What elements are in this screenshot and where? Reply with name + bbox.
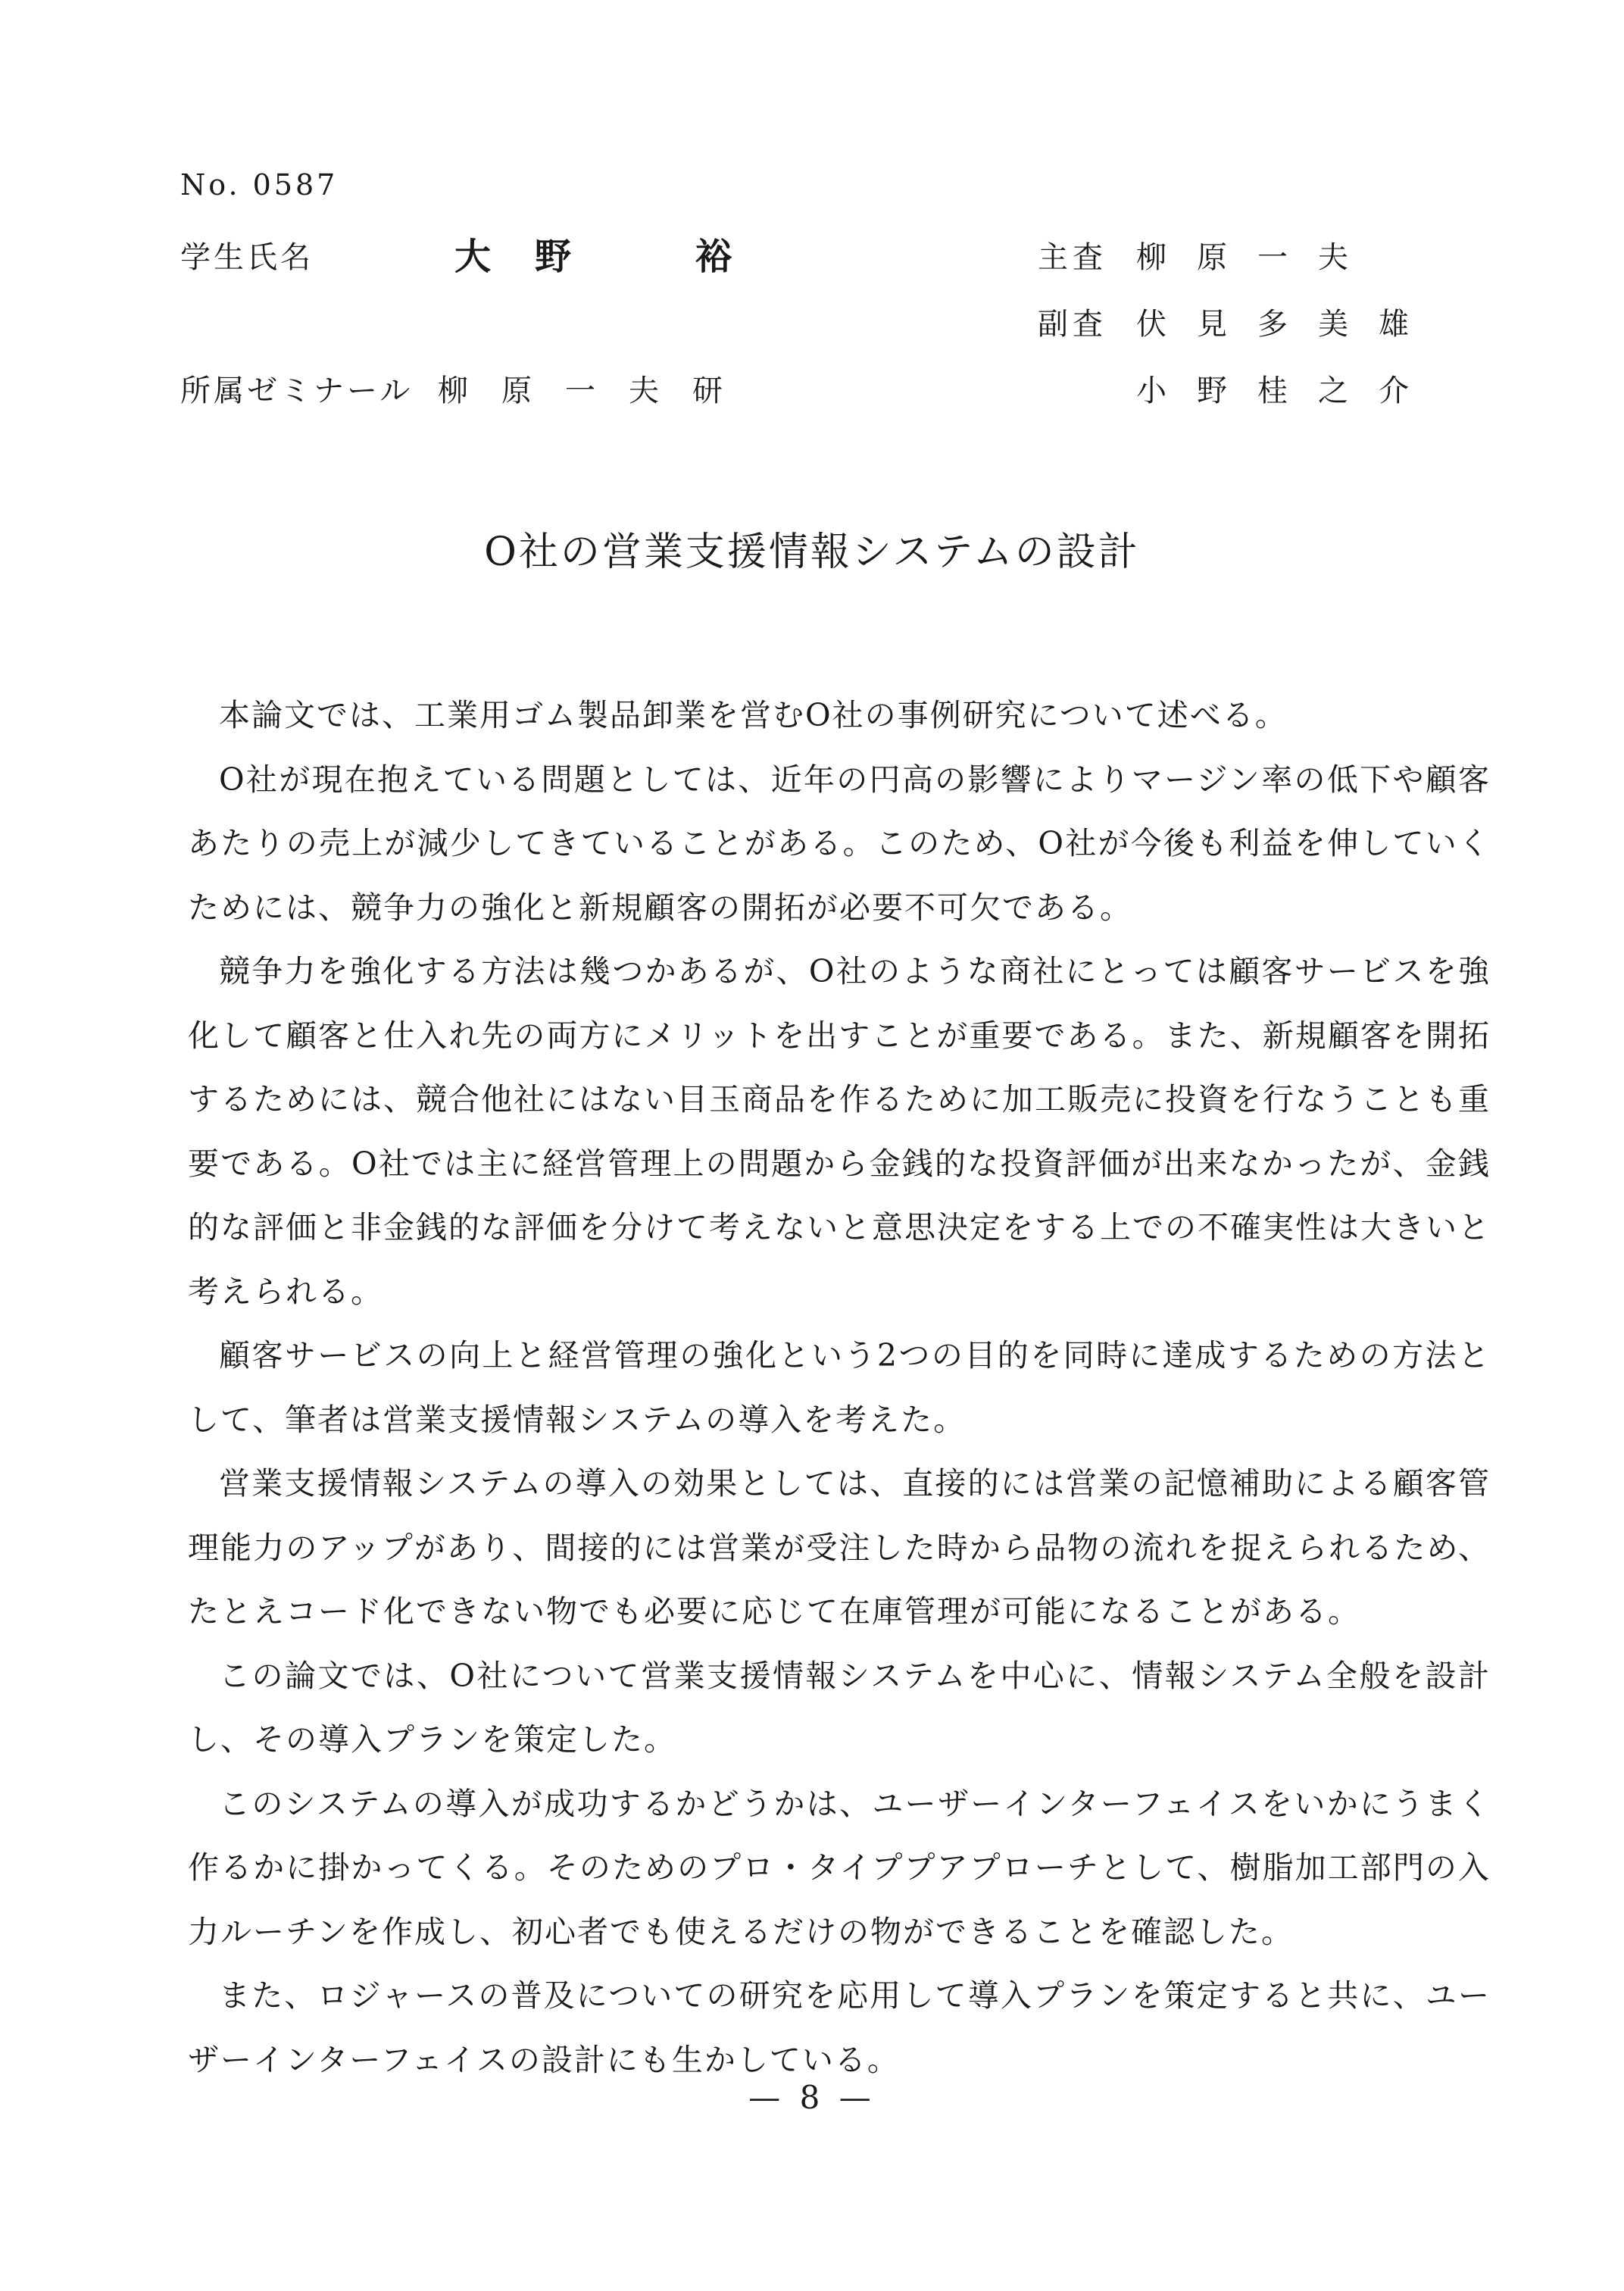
abstract-paragraph: このシステムの導入が成功するかどうかは、ユーザーインターフェイスをいかにうまく作るかに掛かってくる。そのためのプロ・タイププアプローチとして、樹脂加工部門の入力ルーチンを作成し、初心者でも使えるだけの物ができることを確認した。 bbox=[188, 1785, 1491, 1950]
abstract-paragraph: 顧客サービスの向上と経営管理の強化という2つの目的を同時に達成するための方法として、筆者は営業支援情報システムの導入を考えた。 bbox=[188, 1337, 1491, 1438]
seminar-name: 柳原一夫研 bbox=[438, 373, 756, 408]
sub-examiner-name: 小野桂之介 bbox=[1136, 373, 1439, 408]
abstract-paragraph: O社が現在抱えている問題としては、近年の円高の影響によりマージン率の低下や顧客あたりの売上が減少してきていることがある。このため、O社が今後も利益を伸していくためには、競争力の強化と新規顧客の開拓が必要不可欠である。 bbox=[188, 761, 1491, 926]
abstract-paragraph: 本論文では、工業用ゴム製品卸業を営むO社の事例研究について述べる。 bbox=[219, 697, 1288, 733]
student-name: 大野 裕 bbox=[454, 236, 776, 278]
abstract-paragraph: 営業支援情報システムの導入の効果としては、直接的には営業の記憶補助による顧客管理能力のアップがあり、間接的には営業が受注した時から品物の流れを捉えられるため、たとえコード化できない物でも必要に応じて在庫管理が可能になることがある。 bbox=[188, 1465, 1491, 1630]
abstract-paragraph: また、ロジャースの普及についての研究を応用して導入プランを策定すると共に、ユーザーインターフェイスの設計にも生かしている。 bbox=[188, 1977, 1491, 2078]
chief-examiner-name: 柳原一夫 bbox=[1136, 240, 1379, 275]
document-number: No. 0587 bbox=[180, 168, 339, 202]
page-number: — 8 — bbox=[748, 2079, 876, 2116]
abstract-paragraph: この論文では、O社について営業支援情報システムを中心に、情報システム全般を設計し、その導入プランを策定した。 bbox=[188, 1657, 1491, 1758]
sub-examiner-label: 副査 bbox=[1038, 307, 1107, 342]
thesis-title: O社の営業支援情報システムの設計 bbox=[484, 530, 1140, 575]
sub-examiner-name: 伏見多美雄 bbox=[1136, 307, 1439, 342]
abstract-body bbox=[188, 683, 1491, 2092]
student-name-label: 学生氏名 bbox=[180, 240, 314, 275]
seminar-label: 所属ゼミナール bbox=[180, 373, 414, 408]
abstract-paragraph: 競争力を強化する方法は幾つかあるが、O社のような商社にとっては顧客サービスを強化して顧客と仕入れ先の両方にメリットを出すことが重要である。また、新規顧客を開拓するためには、競合他社にはない目玉商品を作るために加工販売に投資を行なうことも重要である。O社では主に経営管理上の問題から金銭的な投資評価が出来なかったが、金銭的な評価と非金銭的な評価を分けて考えないと意思決定をする上での不確実性は大きいと考えられる。 bbox=[188, 953, 1491, 1310]
chief-examiner-label: 主査 bbox=[1038, 240, 1107, 275]
